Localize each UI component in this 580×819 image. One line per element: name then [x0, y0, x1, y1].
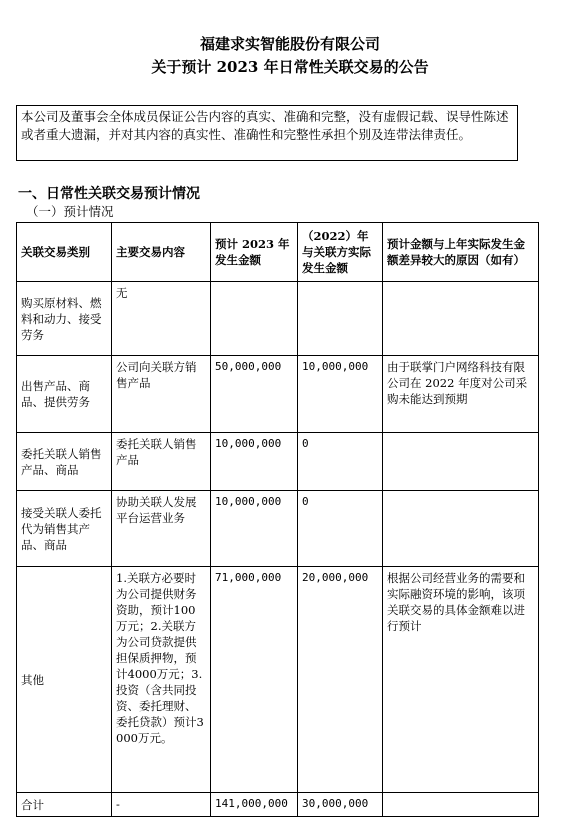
- row-content: 1.关联方必要时为公司提供财务资助，预计100万元；2.关联方为公司贷款提供担保质押物，预计4000万元；3.投资（含共同投资、委托理财、委托贷款）预计3000万元。: [112, 567, 211, 793]
- row-reason: 根据公司经营业务的需要和实际融资环境的影响，该项关联交易的具体金额难以进行预计: [383, 567, 539, 793]
- table-row: [17, 491, 539, 567]
- row-content: 无: [112, 282, 211, 356]
- row-content: 公司向关联方销售产品: [112, 356, 211, 433]
- header-category: 关联交易类别: [17, 223, 112, 282]
- total-actual: 30,000,000: [298, 793, 383, 817]
- row-reason: [383, 491, 539, 567]
- total-content: -: [112, 793, 211, 817]
- related-transactions-table: [16, 222, 539, 817]
- row-category: 出售产品、商品、提供劳务: [17, 356, 112, 433]
- row-estimate: 10,000,000: [211, 491, 298, 567]
- row-content: 委托关联人销售产品: [112, 433, 211, 491]
- total-label: 合计: [17, 793, 112, 817]
- row-category: 接受关联人委托代为销售其产品、商品: [17, 491, 112, 567]
- disclaimer-box: 本公司及董事会全体成员保证公告内容的真实、准确和完整，没有虚假记载、误导性陈述或者重大遗漏，并对其内容的真实性、准确性和完整性承担个别及连带法律责任。: [16, 105, 518, 161]
- row-actual: 0: [298, 491, 383, 567]
- row-category: 购买原材料、燃料和动力、接受劳务: [17, 282, 112, 356]
- row-reason: [383, 282, 539, 356]
- header-reason: 预计金额与上年实际发生金额差异较大的原因（如有）: [383, 223, 539, 282]
- table-row: [17, 282, 539, 356]
- total-reason: [383, 793, 539, 817]
- subsection-heading: （一）预计情况: [26, 204, 114, 219]
- row-estimate: 10,000,000: [211, 433, 298, 491]
- row-estimate: 71,000,000: [211, 567, 298, 793]
- table-row: [17, 356, 539, 433]
- row-reason: [383, 433, 539, 491]
- row-content: 协助关联人发展平台运营业务: [112, 491, 211, 567]
- total-estimate: 141,000,000: [211, 793, 298, 817]
- row-actual: [298, 282, 383, 356]
- row-estimate: [211, 282, 298, 356]
- table-header-row: [17, 223, 539, 282]
- table-row: [17, 433, 539, 491]
- announcement-title: 关于预计 2023 年日常性关联交易的公告: [151, 58, 429, 76]
- header-estimate-2023: 预计 2023 年发生金额: [211, 223, 298, 282]
- row-actual: 20,000,000: [298, 567, 383, 793]
- header-content: 主要交易内容: [112, 223, 211, 282]
- table-total-row: [17, 793, 539, 817]
- company-name: 福建求实智能股份有限公司: [199, 35, 380, 53]
- row-actual: 0: [298, 433, 383, 491]
- row-estimate: 50,000,000: [211, 356, 298, 433]
- section-heading: 一、日常性关联交易预计情况: [18, 186, 200, 202]
- row-category: 委托关联人销售产品、商品: [17, 433, 112, 491]
- header-actual-2022: （2022）年与关联方实际发生金额: [298, 223, 383, 282]
- row-reason: 由于联掌门户网络科技有限公司在 2022 年度对公司采购未能达到预期: [383, 356, 539, 433]
- row-actual: 10,000,000: [298, 356, 383, 433]
- table-row: [17, 567, 539, 793]
- row-category: 其他: [17, 567, 112, 793]
